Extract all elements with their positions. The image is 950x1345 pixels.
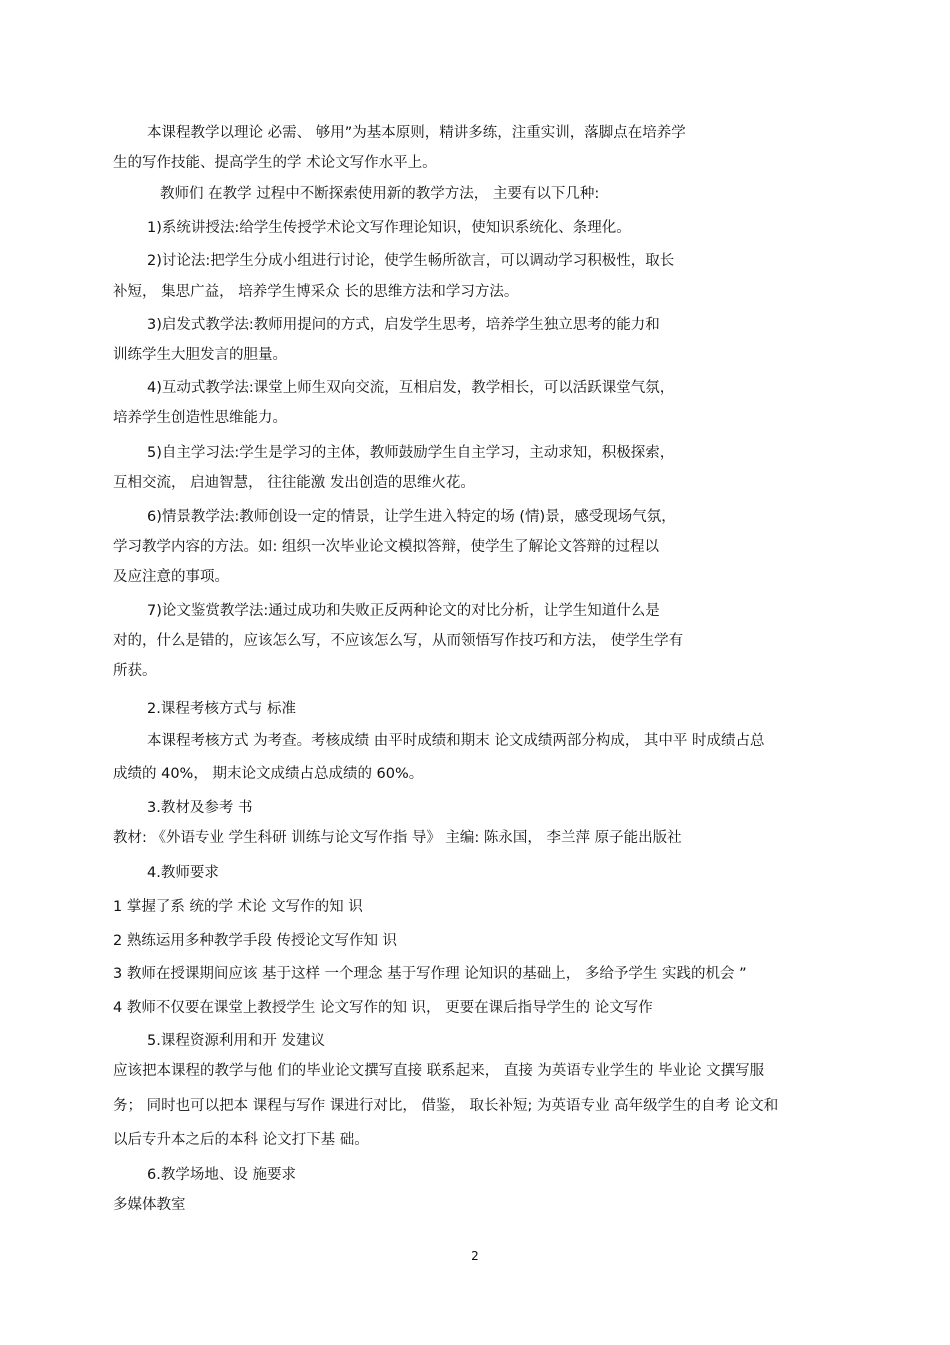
section-heading: 2.课程考核方式与 标准	[147, 701, 296, 717]
paragraph-line: 本课程考核方式 为考查。考核成绩 由平时成绩和期末 论文成绩两部分构成， 其中平 时成绩占总	[147, 733, 765, 749]
paragraph-line: 应该把本课程的教学与他 们的毕业论文撰写直接 联系起来， 直接 为英语专业学生的 毕业论 文撰写服	[113, 1063, 765, 1079]
section-heading: 6.教学场地、设 施要求	[147, 1167, 296, 1183]
paragraph-line: 务； 同时也可以把本 课程与写作 课进行对比， 借鉴， 取长补短; 为英语专业 高年级学生的自考 论文和	[113, 1098, 779, 1114]
paragraph-line: 多媒体教室	[113, 1197, 186, 1213]
paragraph-line: 及应注意的事项。	[113, 569, 229, 585]
paragraph-line: 5)自主学习法:学生是学习的主体，教师鼓励学生自主学习，主动求知，积极探索，	[147, 445, 675, 461]
list-item: 2 熟练运用多种教学手段 传授论文写作知 识	[113, 933, 398, 949]
paragraph-line: 所获。	[113, 663, 157, 679]
paragraph-line: 对的，什么是错的，应该怎么写，不应该怎么写，从而领悟写作技巧和方法， 使学生学有	[113, 633, 684, 649]
paragraph-line: 1)系统讲授法:给学生传授学术论文写作理论知识，使知识系统化、条理化。	[147, 220, 631, 236]
page-number: 2	[471, 1249, 479, 1263]
list-item: 3 教师在授课期间应该 基于这样 一个理念 基于写作理 论知识的基础上， 多给予学生 实践的机会 ”	[113, 966, 747, 982]
section-heading: 3.教材及参考 书	[147, 800, 253, 816]
paragraph-line: 成绩的 40%， 期末论文成绩占总成绩的 60%。	[113, 766, 424, 782]
list-item: 4 教师不仅要在课堂上教授学生 论文写作的知 识， 更要在课后指导学生的 论文写作	[113, 1000, 653, 1016]
paragraph-line: 本课程教学以理论 必需、 够用”为基本原则，精讲多练，注重实训，落脚点在培养学	[147, 125, 686, 141]
paragraph-line: 学习教学内容的方法。如: 组织一次毕业论文模拟答辩，使学生了解论文答辩的过程以	[113, 539, 659, 555]
paragraph-line: 生的写作技能、提高学生的学 术论文写作水平上。	[113, 155, 437, 171]
paragraph-line: 6)情景教学法:教师创设一定的情景，让学生进入特定的场 (情)景，感受现场气氛，	[147, 509, 676, 525]
paragraph-line: 7)论文鉴赏教学法:通过成功和失败正反两种论文的对比分析，让学生知道什么是	[147, 603, 660, 619]
paragraph-line: 教材: 《外语专业 学生科研 训练与论文写作指 导》 主编: 陈永国， 李兰萍 原子能出版社	[113, 830, 682, 846]
paragraph-line: 4)互动式教学法:课堂上师生双向交流，互相启发，教学相长，可以活跃课堂气氛，	[147, 380, 675, 396]
paragraph-line: 培养学生创造性思维能力。	[113, 410, 287, 426]
paragraph-line: 以后专升本之后的本科 论文打下基 础。	[113, 1132, 369, 1148]
paragraph-line: 2)讨论法:把学生分成小组进行讨论，使学生畅所欲言，可以调动学习积极性，取长	[147, 253, 675, 269]
section-heading: 5.课程资源利用和开 发建议	[147, 1033, 325, 1049]
paragraph-line: 教师们 在教学 过程中不断探索使用新的教学方法， 主要有以下几种:	[160, 186, 600, 202]
section-heading: 4.教师要求	[147, 865, 219, 881]
paragraph-line: 互相交流， 启迪智慧， 往往能激 发出创造的思维火花。	[113, 475, 475, 491]
paragraph-line: 补短， 集思广益， 培养学生博采众 长的思维方法和学习方法。	[113, 284, 519, 300]
list-item: 1 掌握了系 统的学 术论 文写作的知 识	[113, 899, 363, 915]
paragraph-line: 训练学生大胆发言的胆量。	[113, 347, 287, 363]
paragraph-line: 3)启发式教学法:教师用提问的方式，启发学生思考，培养学生独立思考的能力和	[147, 317, 660, 333]
